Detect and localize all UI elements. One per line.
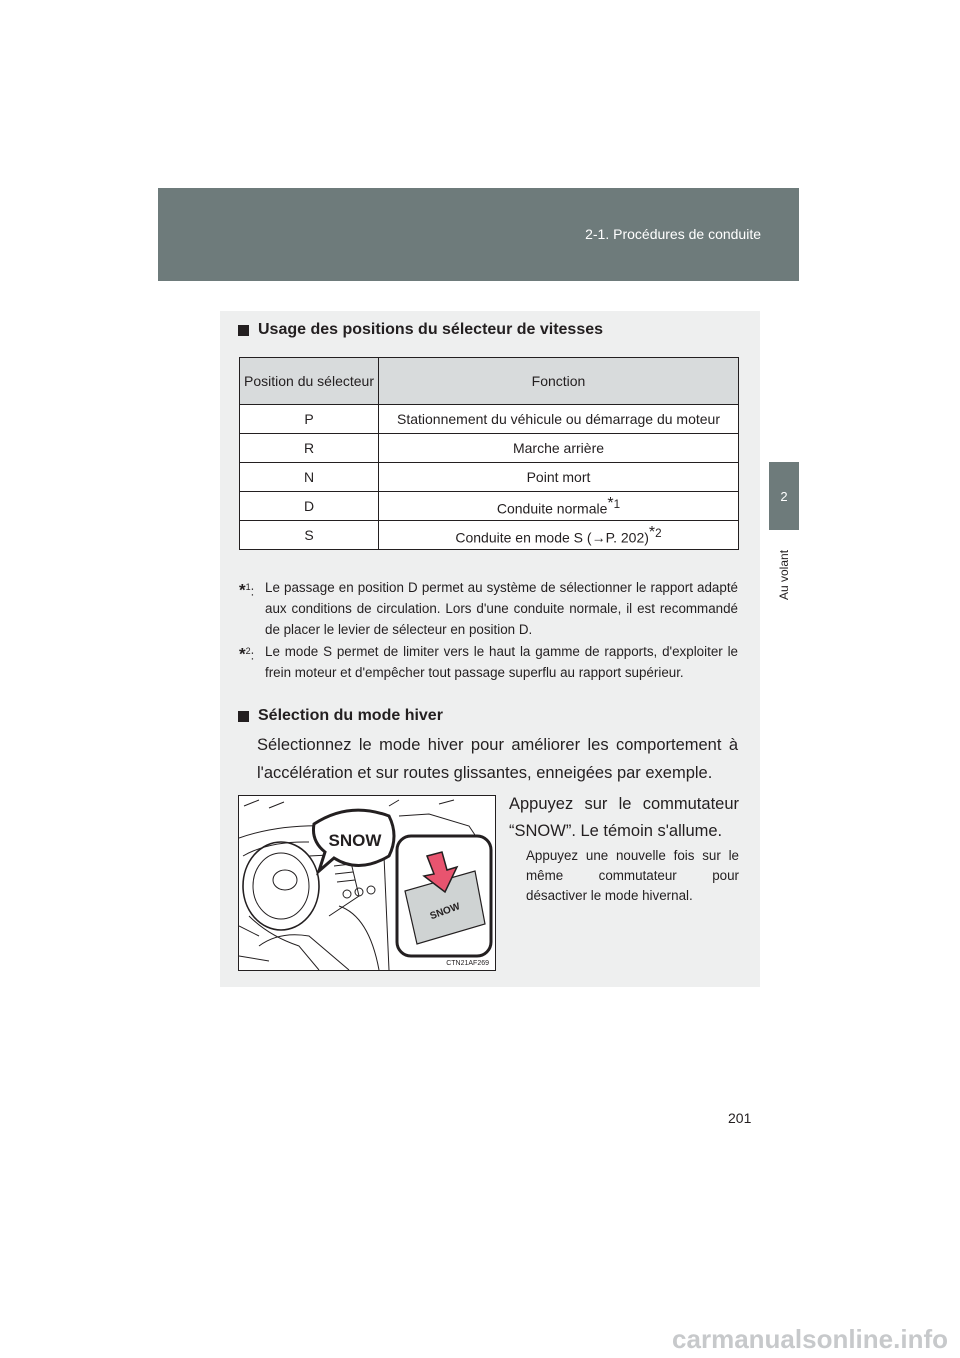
table-row bbox=[240, 405, 739, 434]
cell-function bbox=[379, 492, 739, 521]
page-number: 201 bbox=[728, 1110, 752, 1126]
cell-function bbox=[379, 521, 739, 550]
footnote-marker: *$^2$: bbox=[239, 644, 255, 664]
column-header-position: Position du sélecteur bbox=[240, 358, 379, 405]
winter-mode-instruction: Appuyez sur le commutateur “SNOW”. Le témoin s'allume. bbox=[509, 795, 739, 840]
watermark-footer bbox=[0, 1326, 960, 1358]
square-bullet-icon bbox=[238, 711, 249, 722]
footnote-2 bbox=[239, 641, 738, 683]
cell-function-text: Conduite en mode S (→P. 202) bbox=[455, 529, 649, 546]
illustration-code: CTN21AF269 bbox=[446, 960, 489, 967]
table-header-row bbox=[240, 358, 739, 405]
watermark-text: carmanualsonline.info bbox=[672, 1326, 948, 1354]
footnote-marker: *$^1$: bbox=[239, 580, 255, 600]
switch-snow-label: SNOW bbox=[428, 901, 462, 923]
cell-position: P bbox=[240, 405, 379, 434]
cell-position: N bbox=[240, 463, 379, 492]
footnote-text: Le mode S permet de limiter vers le haut la gamme de rapports, d'exploiter le frein moteur et d'empêcher tout passage superflu au rapport supérieur. bbox=[265, 644, 738, 680]
table-row bbox=[240, 492, 739, 521]
chapter-tab bbox=[769, 462, 799, 530]
cell-position: S bbox=[240, 521, 379, 550]
dashboard-drawing bbox=[239, 796, 495, 970]
asterisk-icon: * bbox=[239, 580, 246, 600]
column-header-function: Fonction bbox=[379, 358, 739, 405]
cell-function: Marche arrière bbox=[379, 434, 739, 463]
square-bullet-icon bbox=[238, 325, 249, 336]
note-reference: *1 bbox=[607, 495, 621, 513]
gear-usage-title: Usage des positions du sélecteur de vitesses bbox=[258, 321, 604, 338]
asterisk-icon: * bbox=[239, 644, 246, 664]
winter-mode-note: Appuyez une nouvelle fois sur le même commutateur pour désactiver le mode hivernal. bbox=[526, 848, 739, 903]
cell-position: R bbox=[240, 434, 379, 463]
winter-mode-intro: Sélectionnez le mode hiver pour améliorer les comportement à l'accélération et sur routes glissantes, enneigées par exemple. bbox=[257, 736, 738, 782]
chapter-number: 2 bbox=[780, 488, 788, 504]
table-row bbox=[240, 463, 739, 492]
table-row bbox=[240, 521, 739, 550]
header-band bbox=[158, 188, 799, 281]
snow-switch-illustration bbox=[238, 795, 496, 971]
asterisk-icon: * bbox=[607, 495, 614, 513]
asterisk-icon: * bbox=[648, 524, 656, 542]
cell-function: Point mort bbox=[379, 463, 739, 492]
section-title-header: 2-1. Procédures de conduite bbox=[585, 226, 761, 242]
gear-usage-heading bbox=[238, 321, 603, 339]
chapter-label: Au volant bbox=[777, 549, 791, 601]
footnote-text: Le passage en position D permet au système de sélectionner le rapport adapté aux conditions de circulation. Lors d'une conduite normale, il est recommandé de placer le levier de sélecteur en position D. bbox=[265, 580, 738, 637]
footnote-1 bbox=[239, 577, 738, 640]
cell-function: Stationnement du véhicule ou démarrage du moteur bbox=[379, 405, 739, 434]
cell-position: D bbox=[240, 492, 379, 521]
winter-mode-title: Sélection du mode hiver bbox=[258, 707, 443, 724]
callout-snow-label: SNOW bbox=[328, 831, 382, 850]
gear-table bbox=[239, 357, 739, 550]
note-reference: *2 bbox=[648, 524, 662, 542]
cell-function-text: Conduite normale bbox=[496, 500, 608, 517]
table-row bbox=[240, 434, 739, 463]
winter-mode-heading bbox=[238, 707, 443, 725]
